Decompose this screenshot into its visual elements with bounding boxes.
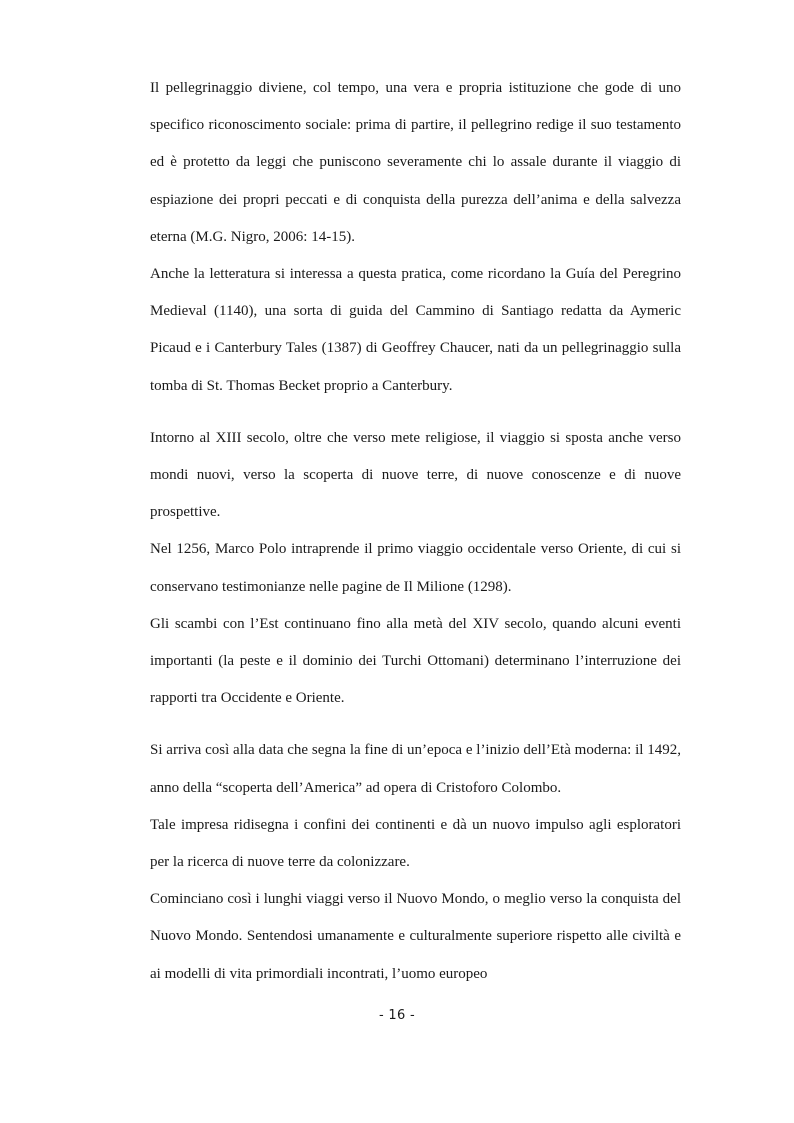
paragraph-1492: Si arriva così alla data che segna la fine di un’epoca e l’inizio dell’Età moderna: il 1492, anno della “scoperta dell’America” ad opera di Cristoforo Colombo.: [150, 742, 681, 796]
paragraph-new-boundaries: Tale impresa ridisegna i confini dei continenti e dà un nuovo impulso agli esploratori per la ricerca di nuove terre da colonizzare.: [150, 816, 681, 871]
paragraph-east-exchanges: Gli scambi con l’Est continuano fino alla metà del XIV secolo, quando alcuni eventi importanti (la peste e il dominio dei Turchi Ottomani) determinano l’interruzione dei rapporti tra Occidente e Oriente.: [150, 615, 681, 707]
paragraph-literature: Anche la letteratura si interessa a questa pratica, come ricordano la Guía del Peregrino Medieval (1140), una sorta di guida del Cammino di Santiago redatta da Aymeric Picaud e i Canterbury Tales (1387) di Geoffrey Chaucer, nati da un pellegrinaggio sulla tomba di St. Thomas Becket proprio a Canterbury.: [150, 266, 681, 394]
paragraph-new-world: Cominciano così i lunghi viaggi verso il Nuovo Mondo, o meglio verso la conquista del Nuovo Mondo. Sentendosi umanamente e culturalmente superiore rispetto alle civiltà e ai modelli di vita primordiali incontrati, l’uomo europeo: [150, 891, 681, 982]
body-text: [150, 70, 681, 993]
paragraph-pilgrimage-institution: Il pellegrinaggio diviene, col tempo, una vera e propria istituzione che gode di uno specifico riconoscimento sociale: prima di partire, il pellegrino redige il suo testamento ed è protetto da leggi che puniscono severamente chi lo assale durante il viaggio di espiazione dei propri peccati e di conquista della purezza dell’anima e della salvezza eterna (M.G. Nigro, 2006: 14-15).: [150, 80, 681, 245]
paragraph-xiii-century: Intorno al XIII secolo, oltre che verso mete religiose, il viaggio si sposta anche verso mondi nuovi, verso la scoperta di nuove terre, di nuove conoscenze e di nuove prospettive.: [150, 429, 681, 521]
page-number: - 16 -: [379, 1008, 415, 1023]
paragraph-marco-polo: Nel 1256, Marco Polo intraprende il primo viaggio occidentale verso Oriente, di cui si conservano testimonianze nelle pagine de Il Milione (1298).: [150, 541, 681, 595]
